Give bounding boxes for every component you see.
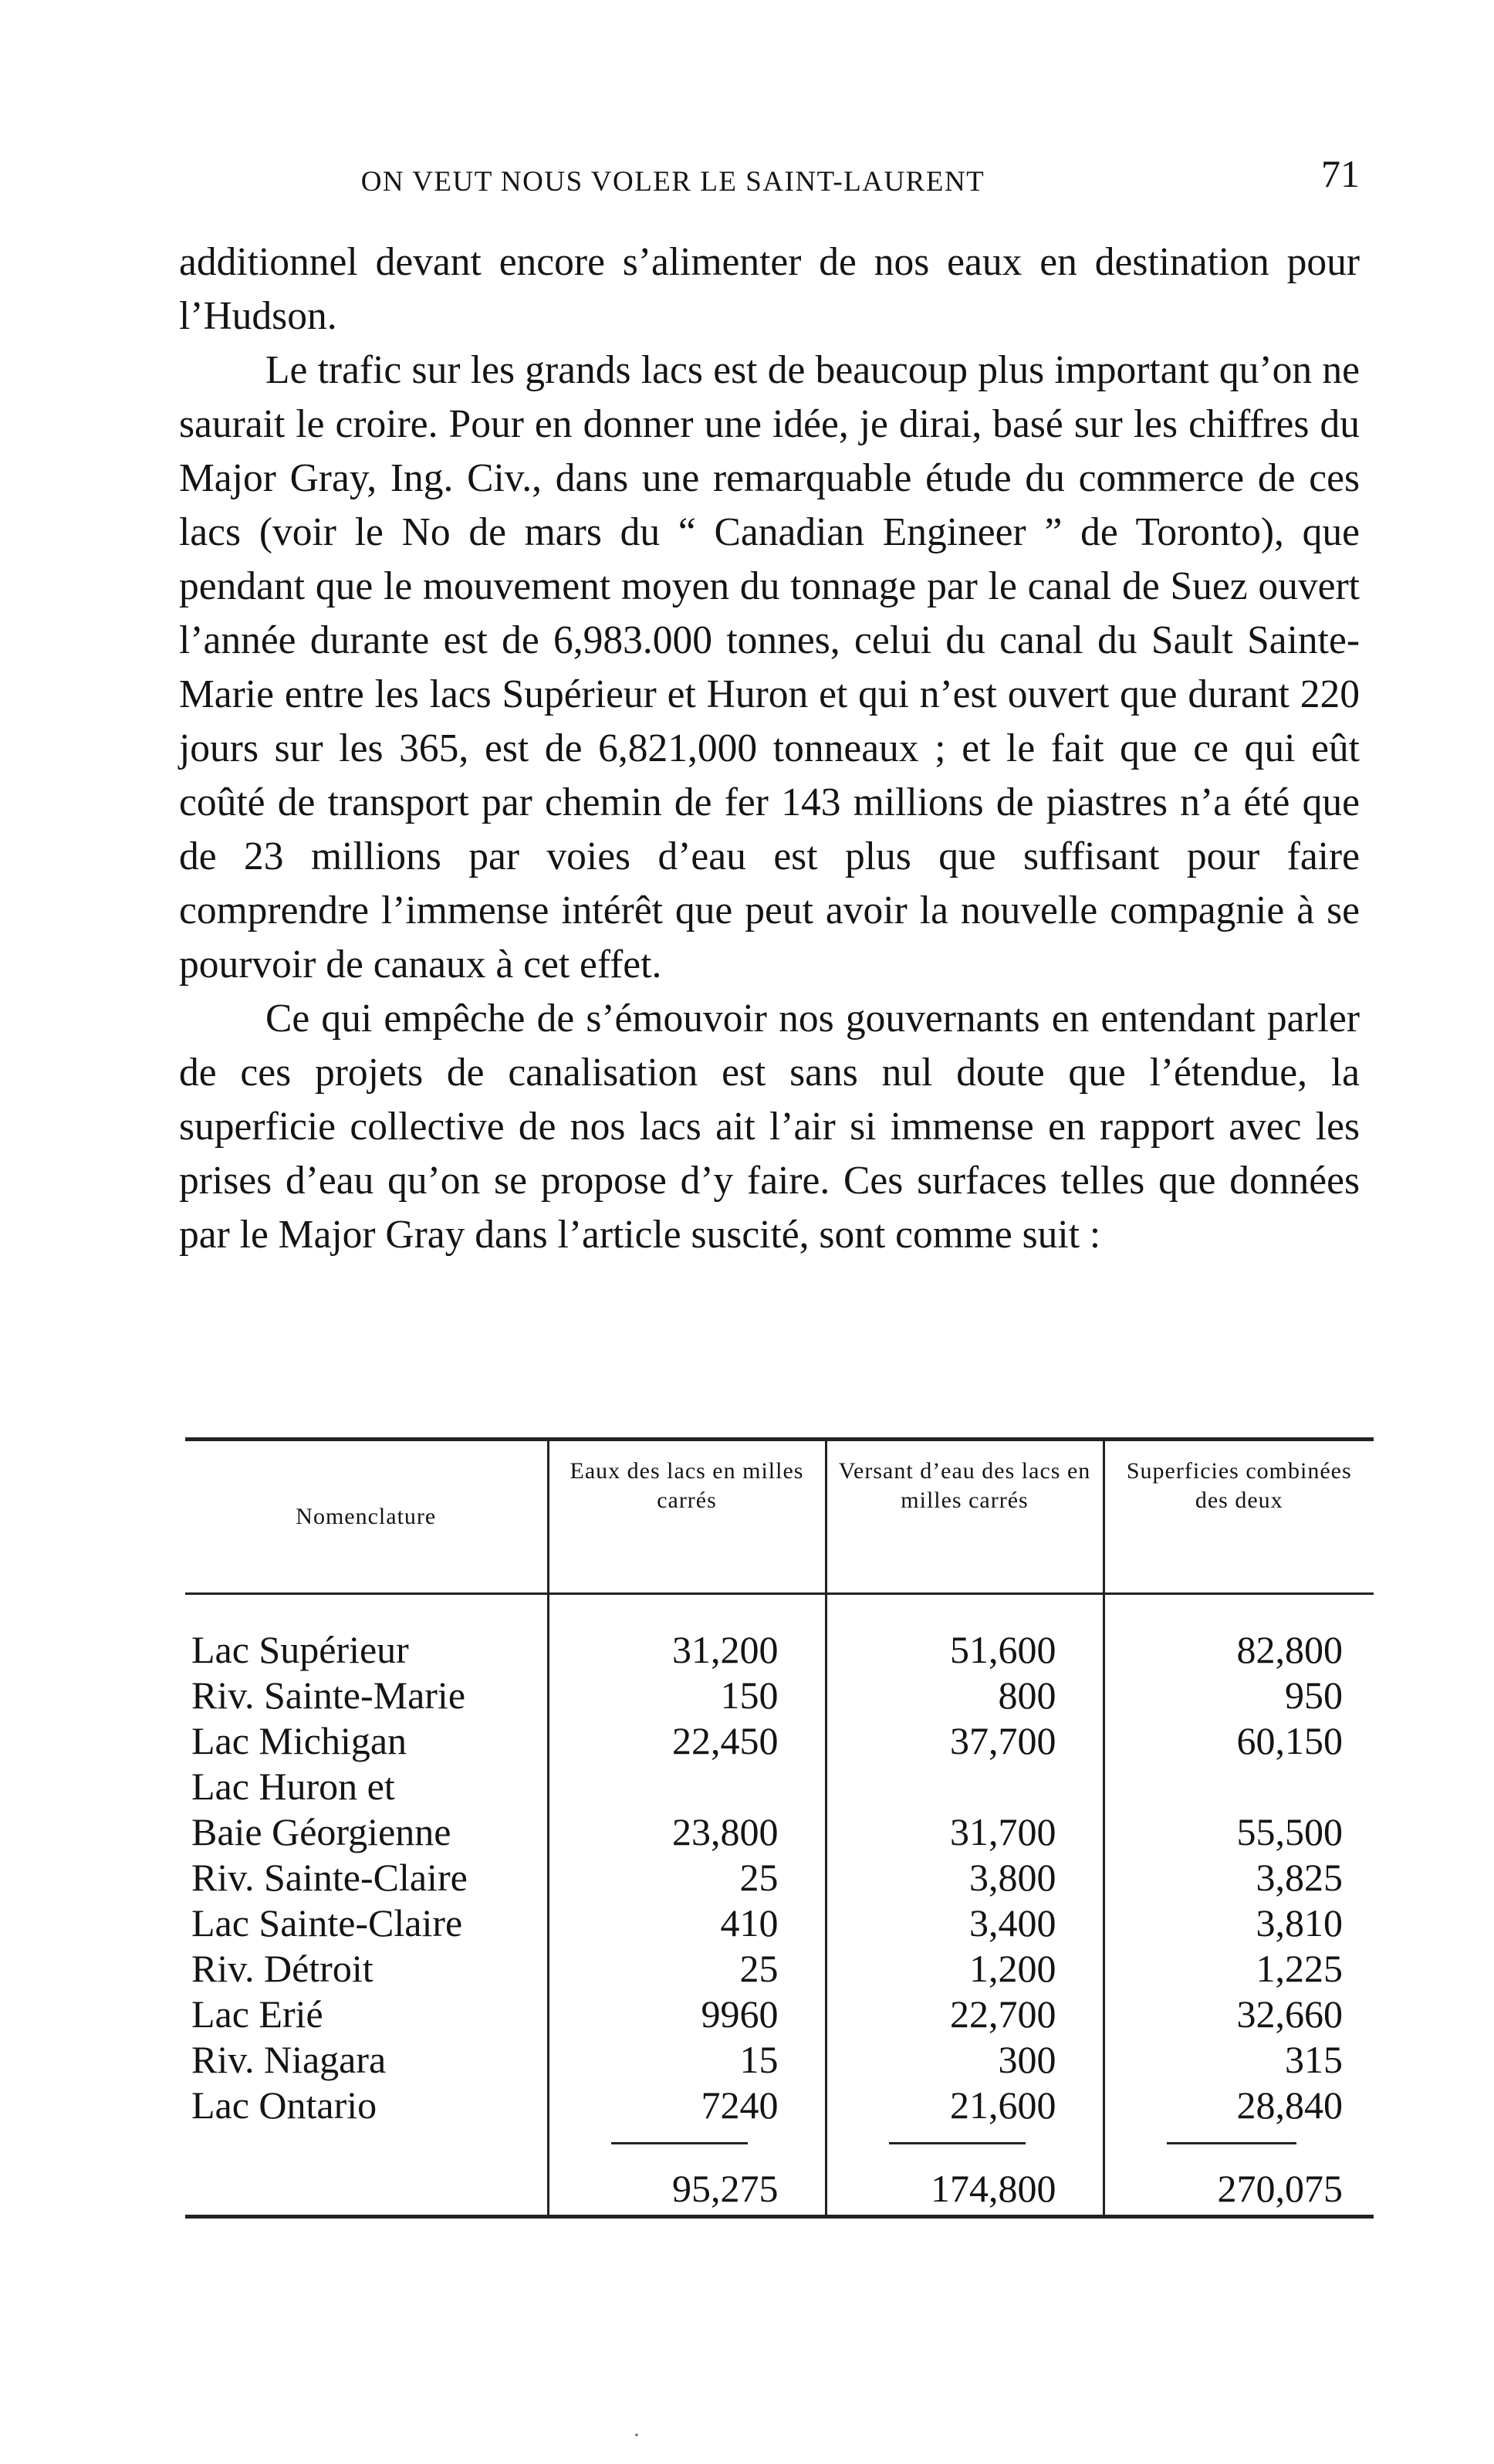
page-number: 71 <box>1321 152 1360 195</box>
superficie-cell: 82,800 <box>1104 1627 1374 1673</box>
header-versant: Versant d’eau des lacs en milles carrés <box>826 1440 1104 1594</box>
versant-cell: 51,600 <box>826 1627 1104 1673</box>
table-row <box>185 1673 1374 1718</box>
eaux-cell: 25 <box>548 1855 826 1900</box>
table-row <box>185 2037 1374 2083</box>
versant-cell: 3,400 <box>826 1900 1104 1946</box>
versant-cell: 1,200 <box>826 1946 1104 1992</box>
table-row <box>185 1718 1374 1764</box>
versant-cell: 31,700 <box>826 1809 1104 1855</box>
superficie-cell: 60,150 <box>1104 1718 1374 1764</box>
versant-cell: 800 <box>826 1673 1104 1718</box>
eaux-cell: 7240 <box>548 2083 826 2128</box>
versant-cell: 22,700 <box>826 1992 1104 2037</box>
eaux-cell: 25 <box>548 1946 826 1992</box>
lake-name-cell: Lac Sainte-Claire <box>191 1901 463 1944</box>
table-row <box>185 2083 1374 2128</box>
paragraph-2: Le trafic sur les grands lacs est de beaucoup plus important qu’on ne saurait le croire. Pour en donner une idée, je dirai, basé sur les chiffres du Major Gray, Ing. Civ., dans une remarquable étude du commerce de ces lacs (voir le No de mars du “ Canadian Engineer ” de Toronto), que pendant que le mouvement moyen du tonnage par le canal de Suez ouvert l’année durante est de 6,983.000 tonnes, celui du canal du Sault Sainte-Marie entre les lacs Supérieur et Huron et qui n’est ouvert que durant 220 jours sur les 365, est de 6,821,000 tonneaux ; et le fait que ce qui eût coûté de transport par chemin de fer 143 millions de piastres n’a été que de 23 millions par voies d’eau est plus que suffisant pour faire comprendre l’immense intérêt que peut avoir la nouvelle compagnie à se pourvoir de canaux à cet effet. <box>179 348 1360 987</box>
lake-name-cell: Riv. Détroit <box>191 1947 374 1990</box>
eaux-cell: 9960 <box>548 1992 826 2037</box>
paragraph-3: Ce qui empêche de s’émouvoir nos gouvernants en entendant parler de ces projets de canalisation est sans nul doute que l’étendue, la superficie collective de nos lacs ait l’air si immense en rapport avec les prises d’eau qu’on se propose d’y faire. Ces surfaces telles que données par le Major Gray dans l’article suscité, sont comme suit : <box>179 997 1360 1257</box>
total-superficie-cell: 270,075 <box>1104 2158 1374 2215</box>
superficie-cell <box>1104 1764 1374 1809</box>
versant-cell: 37,700 <box>826 1718 1104 1764</box>
lakes-surface-table <box>185 1437 1374 2219</box>
superficie-cell: 3,810 <box>1104 1900 1374 1946</box>
total-eaux-cell: 95,275 <box>548 2158 826 2215</box>
sum-rule <box>611 2142 748 2144</box>
table-bottom-rule <box>185 2215 1374 2217</box>
lake-name-cell: Lac Erié <box>191 1992 323 2036</box>
table-row <box>185 1627 1374 1673</box>
superficie-cell: 55,500 <box>1104 1809 1374 1855</box>
superficie-cell: 32,660 <box>1104 1992 1374 2037</box>
eaux-cell: 410 <box>548 1900 826 1946</box>
body-text <box>179 235 1360 1262</box>
lake-name-cell: Riv. Sainte-Marie <box>191 1674 466 1717</box>
eaux-cell: 23,800 <box>548 1809 826 1855</box>
table-body <box>185 1594 1374 2215</box>
table-row <box>185 1855 1374 1900</box>
header-nomenclature: Nomenclature <box>185 1440 548 1594</box>
eaux-cell: 31,200 <box>548 1627 826 1673</box>
lake-name-cell: Riv. Sainte-Claire <box>191 1856 468 1899</box>
table-header-row <box>185 1440 1374 1594</box>
superficie-cell: 950 <box>1104 1673 1374 1718</box>
eaux-cell <box>548 1764 826 1809</box>
table-row <box>185 1809 1374 1855</box>
header-superficies: Superficies combinées des deux <box>1104 1440 1374 1594</box>
lakes-table-wrapper <box>185 1437 1374 2219</box>
table-row <box>185 1992 1374 2037</box>
totals-row <box>185 2158 1374 2215</box>
eaux-cell: 15 <box>548 2037 826 2083</box>
versant-cell <box>826 1764 1104 1809</box>
eaux-cell: 150 <box>548 1673 826 1718</box>
sum-rule <box>889 2142 1026 2144</box>
sum-rule-row <box>185 2128 1374 2158</box>
eaux-cell: 22,450 <box>548 1718 826 1764</box>
lake-name-cell: Lac Michigan <box>191 1719 407 1762</box>
lake-name-cell: Baie Géorgienne <box>191 1810 451 1853</box>
versant-cell: 300 <box>826 2037 1104 2083</box>
sum-rule <box>1167 2142 1297 2144</box>
table-spacer-row <box>185 1594 1374 1628</box>
table-row <box>185 1764 1374 1809</box>
header-eaux: Eaux des lacs en milles carrés <box>548 1440 826 1594</box>
table-row <box>185 1946 1374 1992</box>
lake-name-cell: Lac Ontario <box>191 2083 377 2127</box>
superficie-cell: 315 <box>1104 2037 1374 2083</box>
table-row <box>185 1900 1374 1946</box>
paragraph-1: additionnel devant encore s’alimenter de nos eaux en destination pour l’Hudson. <box>179 240 1360 338</box>
lake-name-cell: Lac Huron et <box>191 1765 395 1808</box>
versant-cell: 3,800 <box>826 1855 1104 1900</box>
total-versant-cell: 174,800 <box>826 2158 1104 2215</box>
lake-name-cell: Riv. Niagara <box>191 2038 387 2081</box>
page-speck: · <box>633 2422 641 2448</box>
lake-name-cell: Lac Supérieur <box>191 1628 409 1671</box>
versant-cell: 21,600 <box>826 2083 1104 2128</box>
superficie-cell: 3,825 <box>1104 1855 1374 1900</box>
running-title: ON VEUT NOUS VOLER LE SAINT-LAURENT <box>360 166 985 198</box>
page-header <box>179 151 1360 205</box>
superficie-cell: 28,840 <box>1104 2083 1374 2128</box>
superficie-cell: 1,225 <box>1104 1946 1374 1992</box>
